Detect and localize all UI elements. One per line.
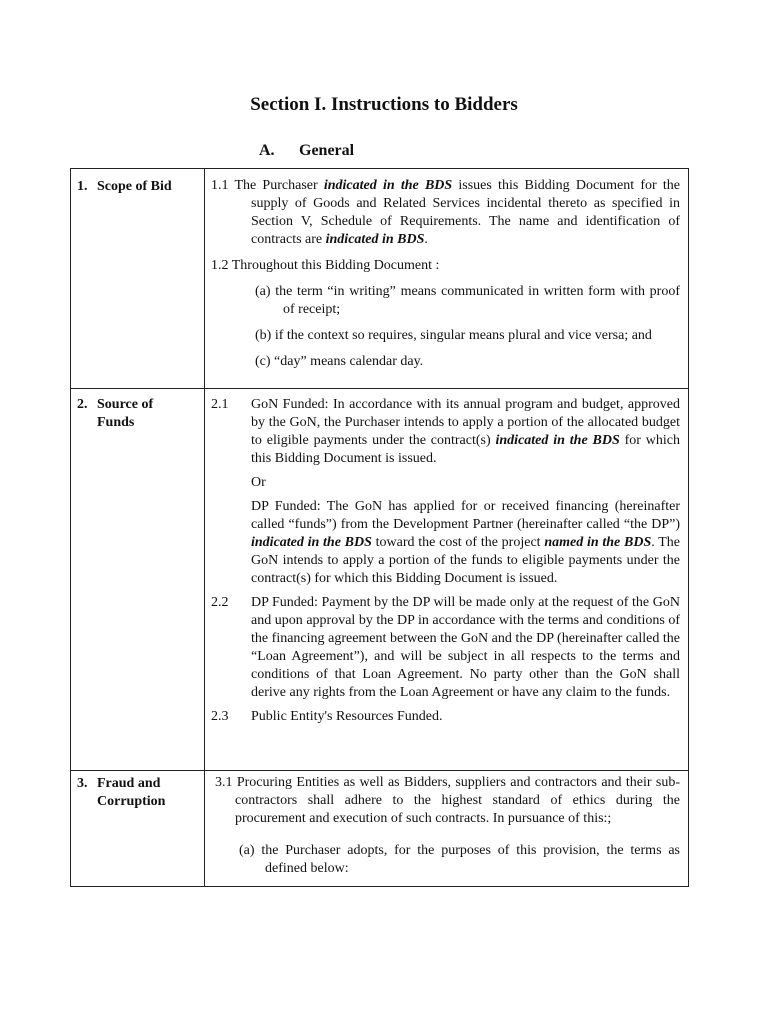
table-row: [71, 169, 689, 389]
clause-number: 3.: [77, 776, 88, 791]
row-heading-cell: [71, 169, 205, 389]
list-item: (a) the Purchaser adopts, for the purposes of this provision, the terms as defined below:: [239, 843, 680, 876]
subtitle-label: General: [299, 142, 355, 159]
clause-title: Source of: [97, 397, 154, 412]
row-content-cell: [205, 771, 689, 887]
instructions-table: [70, 168, 689, 887]
table-row: [71, 389, 689, 771]
clause-title-line-2: Funds: [97, 415, 135, 430]
table-row: [71, 771, 689, 887]
paragraph-3-1: 3.1 Procuring Entities as well as Bidders, suppliers and contractors and their sub-contractors shall adhere to the highest standard of ethics during the procurement and execution of such contracts. In pursuance of this:;: [215, 775, 680, 826]
paragraph-2-1: 2.1 GoN Funded: In accordance with its annual program and budget, approved by the GoN, the Purchaser intends to apply a portion of the allocated budget to eligible payments under the contract(s) indicated in the BDS for which this Bidding Document is issued.: [211, 397, 680, 466]
or-text: Or: [251, 475, 266, 490]
row-heading-cell: [71, 389, 205, 771]
clause-title: Scope of Bid: [97, 179, 172, 194]
row-content-cell: [205, 169, 689, 389]
clause-title-line-2: Corruption: [97, 794, 166, 809]
page-title: Section I. Instructions to Bidders: [250, 94, 518, 115]
list-item: (c) “day” means calendar day.: [255, 354, 424, 369]
row-heading-cell: [71, 771, 205, 887]
paragraph-dp-funded: DP Funded: The GoN has applied for or received financing (hereinafter called “funds”) from the Development Partner (hereinafter called “the DP”) indicated in the BDS toward the cost of the project named in the BDS. The GoN intends to apply a portion of the funds to eligible payments under the contract(s) for which this Bidding Document is issued.: [251, 499, 681, 586]
paragraph-1-1: 1.1 The Purchaser indicated in the BDS issues this Bidding Document for the supply of Goods and Related Services incidental thereto as specified in Section V, Schedule of Requirements. The name and identification of contracts are indicated in BDS.: [211, 178, 680, 247]
list-item: (b) if the context so requires, singular means plural and vice versa; and: [255, 328, 652, 343]
clause-number: 2.: [77, 397, 88, 412]
subtitle-number: A.: [259, 142, 275, 159]
section-subtitle: [259, 142, 354, 160]
clause-number: 1.: [77, 179, 88, 194]
row-content-cell: [205, 389, 689, 771]
paragraph-2-2: 2.2 DP Funded: Payment by the DP will be made only at the request of the GoN and upon approval by the DP in accordance with the terms and conditions of the financing agreement between the GoN and the DP (hereinafter called the “Loan Agreement”), and will be subject in all respects to the terms and conditions of that Loan Agreement. No party other than the GoN shall derive any rights from the Loan Agreement or have any claim to the funds.: [211, 595, 680, 700]
list-item: (a) the term “in writing” means communicated in written form with proof of receipt;: [255, 284, 680, 317]
paragraph-1-2: 1.2 Throughout this Bidding Document :: [211, 258, 440, 273]
paragraph-2-3: 2.3 Public Entity's Resources Funded.: [211, 709, 443, 724]
clause-title: Fraud and: [97, 776, 161, 791]
